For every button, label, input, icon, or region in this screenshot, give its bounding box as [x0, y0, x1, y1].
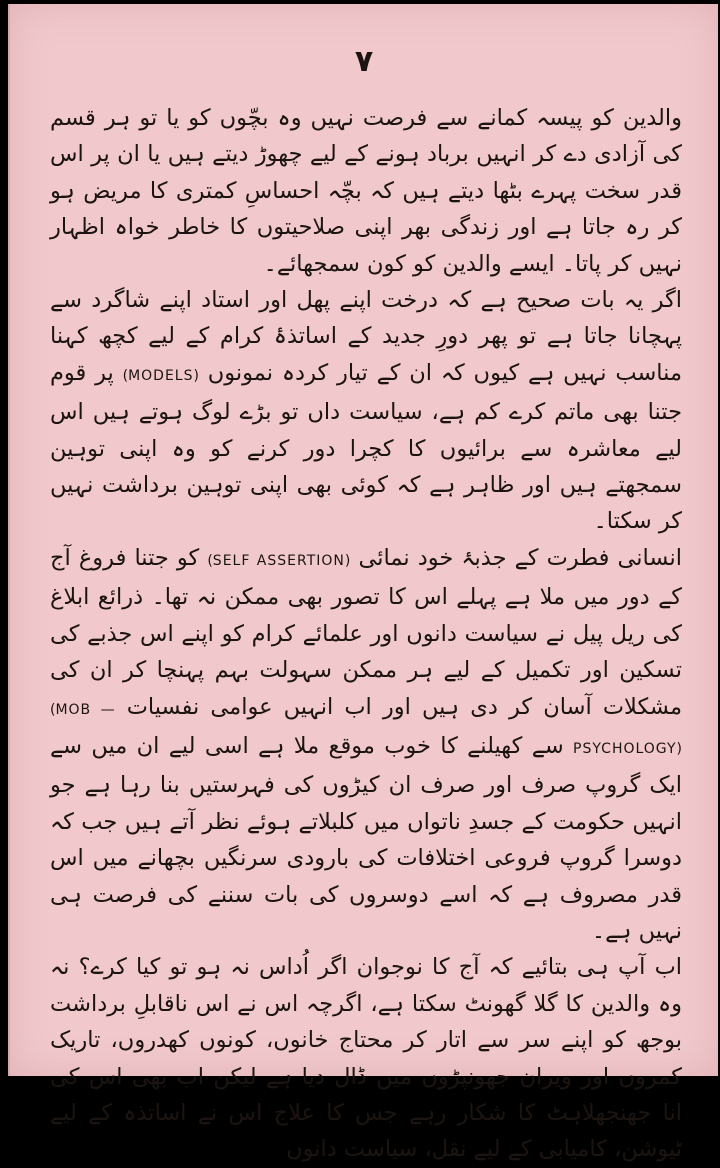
paragraph-2-text-a: اگر یہ بات صحیح ہے کہ درخت اپنے پھل اور استاد اپنے شاگرد سے پہچانا جاتا ہے تو پھر دورِ جدید کے اساتذۂ کرام کے لیے کچھ کہنا مناسب نہیں ہے کیوں کہ ان کے تیار کردہ نمونوں	[50, 287, 682, 386]
paragraph-3-text-a: انسانی فطرت کے جذبۂ خود نمائی	[358, 544, 682, 571]
paragraph-3-text-c: سے کھیلنے کا خوب موقع ملا ہے اسی لیے ان میں سے ایک گروپ صرف اور صرف ان کیڑوں کی فہرستیں بنا رہا ہے جو انہیں حکومت کے جسدِ ناتواں میں کلبلاتے ہوئے نظر آتے ہیں جب کہ دوسرا گروپ فروعی اختلافات کی بارودی سرنگیں بچھانے میں اس قدر مصروف ہے کہ اسے دوسروں کی بات سننے کی فرصت ہی نہیں ہے۔	[50, 732, 682, 944]
paragraph-3-text-b: کو جتنا فروغ آج کے دور میں ملا ہے پہلے اس کا تصور بھی ممکن نہ تھا۔ ذرائع ابلاغ کی ریل پیل نے سیاست دانوں اور علمائے کرام کو اپنے اس جذبے کی تسکین اور تکمیل کے لیے ہر ممکن سہولت بہم پہنچا کر ان کی مشکلات آسان کر دی ہیں اور اب انہیں عوامی نفسیات	[50, 544, 682, 720]
term-self-assertion: (SELF ASSERTION)	[207, 552, 351, 569]
paragraph-3	[50, 540, 682, 949]
paragraph-4: اب آپ ہی بتائیے کہ آج کا نوجوان اگر اُداس نہ ہو تو کیا کرے؟ نہ وہ والدین کا گلا گھونٹ سکتا ہے، اگرچہ اس نے اس ناقابلِ برداشت بوجھ کو اپنے سر سے اتار کر محتاج خانوں، کونوں کھدروں، تاریک کمروں اور ویران جھونپڑوں میں ڈال دیا ہے لیکن اب بھی اس کی انا جھنجھلاہٹ کا شکار رہے جس کا علاج اس نے اساتذہ کے لیے ٹیوشن، کامیابی کے لیے نقل، سیاست دانوں	[50, 954, 682, 1163]
paragraph-2-text-b: پر قوم جتنا بھی ماتم کرے کم ہے، سیاست داں تو بڑے لوگ ہوتے ہیں اس لیے معاشرہ سے برائیوں کا کچرا دور کرنے کو وہ اپنی توہین سمجھتے ہیں اور ظاہر ہے کہ کوئی بھی اپنی توہین برداشت نہیں کر سکتا۔	[50, 359, 682, 535]
paragraph-1: والدین کو پیسہ کمانے سے فرصت نہیں وہ بچّوں کو یا تو ہر قسم کی آزادی دے کر انہیں برباد ہونے کے لیے چھوڑ دیتے ہیں یا ان پر اس قدر سخت پہرے بٹھا دیتے ہیں کہ بچّہ احساسِ کمتری کا مریض ہو کر رہ جاتا ہے اور زندگی بھر اپنی صلاحیتوں کا خاطر خواہ اظہار نہیں کر پاتا۔ ایسے والدین کو کون سمجھائے۔	[50, 105, 682, 277]
page-body	[50, 100, 682, 1163]
book-page	[8, 4, 718, 1163]
term-models: (MODELS)	[122, 367, 199, 384]
page-number: ۷	[354, 44, 374, 79]
term-mob-psychology: (MOB — PSYCHOLOGY)	[50, 701, 682, 757]
paragraph-2	[50, 282, 682, 540]
